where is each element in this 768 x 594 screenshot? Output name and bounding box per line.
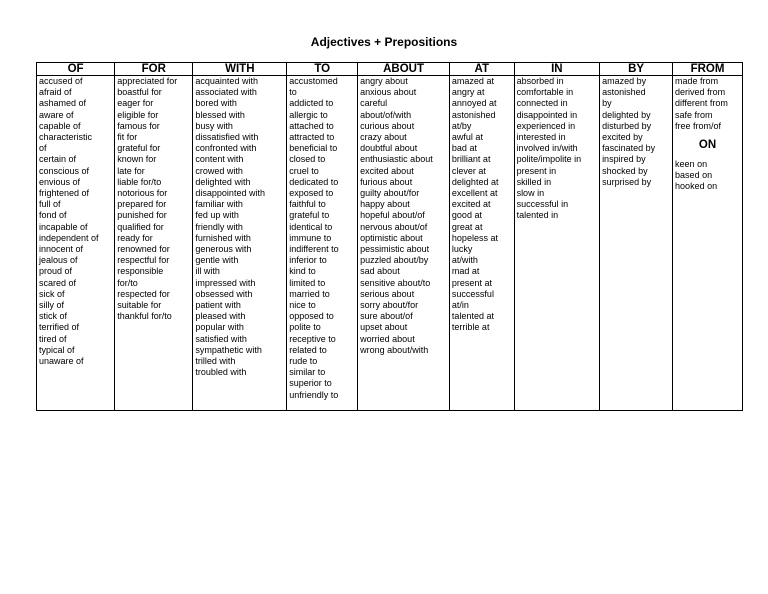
list-item: furnished with [195, 232, 251, 243]
list-item: familiar with [195, 199, 243, 210]
list-item: allergic to [289, 109, 328, 120]
list-item: gentle with [195, 255, 239, 266]
list-item: inferior to [289, 255, 327, 266]
list-item: characteristic [39, 132, 93, 143]
list-item: delighted by [602, 109, 651, 120]
list-item: free from/of [675, 120, 722, 131]
list-item: sad about [360, 266, 400, 277]
list-item: full of [39, 199, 61, 210]
list-item: tired of [39, 333, 67, 344]
list-item: serious about [360, 288, 415, 299]
list-item: excited by [602, 132, 643, 143]
list-item: busy with [195, 120, 233, 131]
list-item: capable of [39, 120, 81, 131]
list-item: attached to [289, 120, 334, 131]
list-item: lucky [451, 244, 473, 255]
column-cell-of [37, 76, 115, 411]
list-item: fascinated by [602, 143, 656, 154]
list-item: sensitive about/to [360, 277, 431, 288]
list-item: associated with [195, 87, 257, 98]
list-item: indifferent to [289, 244, 339, 255]
list-item: bad at [451, 143, 477, 154]
list-item: polite/impolite in [516, 154, 582, 165]
list-item: attracted to [289, 132, 335, 143]
list-item: different from [675, 98, 728, 109]
list-item: opposed to [289, 311, 334, 322]
list-item: successful in [516, 199, 569, 210]
list-item: dedicated to [289, 176, 339, 187]
list-item: guilty about/for [360, 188, 420, 199]
list-item: exposed to [289, 188, 334, 199]
list-item: fed up with [195, 210, 239, 221]
list-item: present in [516, 165, 557, 176]
list-item: sure about/of [360, 311, 413, 322]
list-item: unfriendly to [289, 389, 339, 400]
list-item: annoyed at [451, 98, 497, 109]
list-item: disturbed by [602, 120, 652, 131]
list-item: content with [195, 154, 244, 165]
list-item: successful [451, 288, 494, 299]
list-item: punished for [117, 210, 167, 221]
column-header-by: BY [600, 63, 673, 76]
list-item: curious about [360, 120, 415, 131]
list-item: satisfied with [195, 333, 247, 344]
list-item: crowed with [195, 165, 243, 176]
list-item: grateful to [289, 210, 330, 221]
list-item: nice to [289, 300, 316, 311]
list-item: fond of [39, 210, 67, 221]
list-item: accused of [39, 76, 83, 86]
list-item: patient with [195, 300, 241, 311]
list-item: shocked by [602, 165, 648, 176]
list-item: sick of [39, 288, 65, 299]
list-item: notorious for [117, 188, 168, 199]
list-item: known for [117, 154, 157, 165]
list-item: obsessed with [195, 288, 253, 299]
list-item: mad at [451, 266, 480, 277]
list-item: respected for [117, 288, 170, 299]
list-item: generous with [195, 244, 252, 255]
list-item: optimistic about [360, 232, 423, 243]
list-item: based on [675, 170, 713, 181]
list-item: frightened of [39, 188, 90, 199]
list-item: delighted with [195, 176, 251, 187]
list-item: present at [451, 277, 492, 288]
list-item: qualified for [117, 221, 164, 232]
list-item: famous for [117, 120, 160, 131]
list-item: crazy about [360, 132, 407, 143]
list-item: good at [451, 210, 482, 221]
list-item: skilled in [516, 176, 552, 187]
list-item: astonished [451, 109, 496, 120]
list-item: of [39, 143, 47, 154]
column-header-for: FOR [115, 63, 193, 76]
list-item: hopeless at [451, 232, 498, 243]
list-item: by [602, 98, 612, 109]
column-header-from: FROM [673, 63, 743, 76]
list-item: excited at [451, 199, 491, 210]
list-item: dissatisfied with [195, 132, 259, 143]
list-item: similar to [289, 367, 326, 378]
list-item: stick of [39, 311, 68, 322]
list-item: receptive to [289, 333, 336, 344]
list-item: conscious of [39, 165, 90, 176]
list-item: thankful for/to [117, 311, 172, 322]
header-row [37, 63, 743, 76]
list-item: sorry about/for [360, 300, 419, 311]
list-item: interested in [516, 132, 566, 143]
list-item: puzzled about/by [360, 255, 429, 266]
column-cell-by [600, 76, 673, 411]
column-cell-from [673, 76, 743, 411]
column-cell-to [287, 76, 358, 411]
list-item: troubled with [195, 367, 247, 378]
list-item: superior to [289, 378, 332, 389]
list-item: certain of [39, 154, 77, 165]
list-item: innocent of [39, 244, 84, 255]
list-item: surprised by [602, 176, 652, 187]
sub-header-on: ON [698, 139, 717, 152]
column-header-at: AT [449, 63, 514, 76]
list-item: identical to [289, 221, 333, 232]
list-item: involved in/with [516, 143, 578, 154]
list-item: furious about [360, 176, 413, 187]
list-item: excellent at [451, 188, 498, 199]
list-item: pleased with [195, 311, 246, 322]
list-item: terrified of [39, 322, 80, 333]
list-item: faithful to [289, 199, 326, 210]
list-item: awful at [451, 132, 483, 143]
list-item: beneficial to [289, 143, 338, 154]
list-item: amazed at [451, 76, 494, 86]
list-item: talented in [516, 210, 559, 221]
list-item: happy about [360, 199, 410, 210]
list-item: connected in [516, 98, 568, 109]
list-item: brilliant at [451, 154, 491, 165]
list-item: late for [117, 165, 145, 176]
column-header-to: TO [287, 63, 358, 76]
list-item: about/of/with [360, 109, 412, 120]
list-item: absorbed in [516, 76, 564, 86]
list-item: upset about [360, 322, 408, 333]
list-item: doubtful about [360, 143, 418, 154]
list-item: sympathetic with [195, 344, 262, 355]
list-item: slow in [516, 188, 545, 199]
list-item: addicted to [289, 98, 334, 109]
list-item: disappointed in [516, 109, 578, 120]
list-item: typical of [39, 344, 75, 355]
list-item: terrible at [451, 322, 490, 333]
list-item: scared of [39, 277, 77, 288]
list-item: astonished [602, 87, 646, 98]
list-item: prepared for [117, 199, 167, 210]
list-item: rude to [289, 356, 318, 367]
page-title: Adjectives + Prepositions [310, 35, 458, 49]
list-item: immune to [289, 232, 332, 243]
list-item: suitable for [117, 300, 162, 311]
list-item: nervous about/of [360, 221, 428, 232]
list-item: comfortable in [516, 87, 574, 98]
list-item: envious of [39, 176, 81, 187]
list-item: impressed with [195, 277, 256, 288]
list-item: responsible [117, 266, 164, 277]
list-item: to [289, 87, 297, 98]
list-item: disappointed with [195, 188, 265, 199]
list-item: grateful for [117, 143, 161, 154]
content-row [37, 76, 743, 411]
list-item: limited to [289, 277, 326, 288]
list-item: liable for/to [117, 176, 162, 187]
column-cell-with [193, 76, 287, 411]
column-header-about: ABOUT [358, 63, 450, 76]
list-item: made from [675, 76, 719, 86]
list-item: jealous of [39, 255, 78, 266]
list-item: for/to [117, 277, 138, 288]
list-item: blessed with [195, 109, 245, 120]
list-item: hooked on [675, 181, 718, 192]
prepositions-table [36, 62, 743, 411]
list-item: eager for [117, 98, 154, 109]
column-cell-in [514, 76, 600, 411]
list-item: pessimistic about [360, 244, 430, 255]
list-item: accustomed [289, 76, 338, 86]
list-item: bored with [195, 98, 237, 109]
list-item: inspired by [602, 154, 646, 165]
list-item: friendly with [195, 221, 243, 232]
list-item: eligible for [117, 109, 159, 120]
list-item: great at [451, 221, 483, 232]
list-item: independent of [39, 232, 99, 243]
list-item: trilled with [195, 356, 236, 367]
list-item: talented at [451, 311, 494, 322]
column-cell-at [449, 76, 514, 411]
list-item: married to [289, 288, 330, 299]
list-item: closed to [289, 154, 326, 165]
list-item: proud of [39, 266, 73, 277]
list-item: related to [289, 344, 327, 355]
list-item: aware of [39, 109, 74, 120]
list-item: derived from [675, 87, 726, 98]
list-item: angry at [451, 87, 485, 98]
list-item: keen on [675, 159, 708, 170]
list-item: at/by [451, 120, 472, 131]
column-header-with: WITH [193, 63, 287, 76]
list-item: confronted with [195, 143, 257, 154]
list-item: safe from [675, 109, 713, 120]
list-item: afraid of [39, 87, 72, 98]
list-item: incapable of [39, 221, 88, 232]
list-item: fit for [117, 132, 138, 143]
list-item: wrong about/with [360, 344, 429, 355]
column-header-of: OF [37, 63, 115, 76]
list-item: amazed by [602, 76, 647, 86]
list-item: kind to [289, 266, 316, 277]
list-item: cruel to [289, 165, 319, 176]
list-item: respectful for [117, 255, 170, 266]
column-cell-about [358, 76, 450, 411]
list-item: polite to [289, 322, 321, 333]
column-header-in: IN [514, 63, 600, 76]
list-item: clever at [451, 165, 486, 176]
list-item: ill with [195, 266, 220, 277]
list-item: experienced in [516, 120, 576, 131]
list-item: hopeful about/of [360, 210, 425, 221]
list-item: boastful for [117, 87, 162, 98]
list-item: popular with [195, 322, 244, 333]
list-item: at/in [451, 300, 469, 311]
list-item: ashamed of [39, 98, 87, 109]
list-item: ready for [117, 232, 153, 243]
list-item: worried about [360, 333, 415, 344]
list-item: at/with [451, 255, 478, 266]
list-item: acquainted with [195, 76, 258, 86]
list-item: delighted at [451, 176, 499, 187]
list-item: excited about [360, 165, 414, 176]
list-item: anxious about [360, 87, 417, 98]
list-item: angry about [360, 76, 408, 86]
list-item: silly of [39, 300, 65, 311]
list-item: appreciated for [117, 76, 178, 86]
list-item: enthusiastic about [360, 154, 433, 165]
list-item: renowned for [117, 244, 170, 255]
list-item: careful [360, 98, 388, 109]
column-cell-for [115, 76, 193, 411]
list-item: unaware of [39, 356, 84, 367]
